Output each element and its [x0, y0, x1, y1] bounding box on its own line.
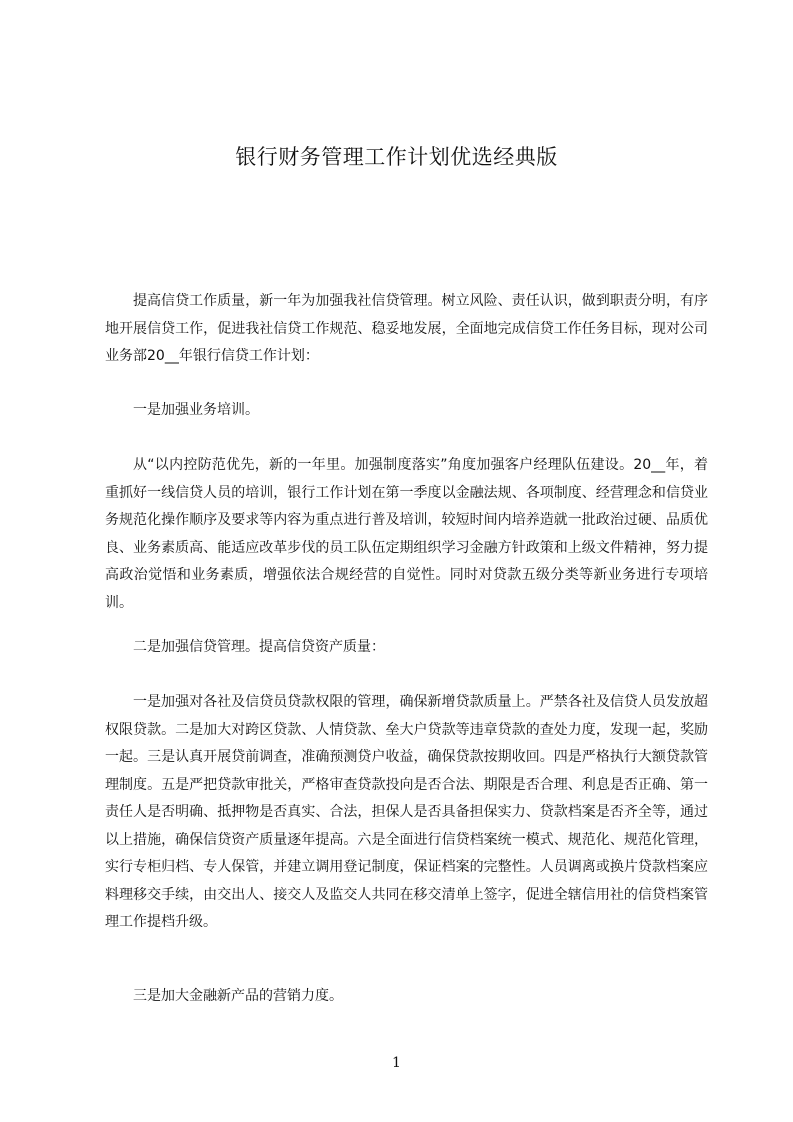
- section-heading-credit-management: 二是加强信贷管理。提高信贷资产质量：: [133, 639, 385, 655]
- document-title: 银行财务管理工作计划优选经典版: [235, 145, 558, 169]
- section-heading-training: 一是加强业务培训。: [133, 402, 259, 418]
- intro-paragraph: 提高信贷工作质量，新一年为加强我社信贷管理。树立风险、责任认识，做到职责分明，有序地开展信贷工作，促进我社信贷工作规范、稳妥地发展，全面地完成信贷工作任务目标，现对公司业务部20__年银行信贷工作计划：: [105, 293, 708, 364]
- page-number: 1: [392, 1055, 401, 1071]
- section-heading-marketing: 三是加大金融新产品的营销力度。: [133, 988, 343, 1004]
- credit-management-paragraph: 一是加强对各社及信贷员贷款权限的管理，确保新增贷款质量上。严禁各社及信贷人员发放超权限贷款。二是加大对跨区贷款、人情贷款、垒大户贷款等违章贷款的查处力度，发现一起，奖励一起。三是认真开展贷前调查，准确预测贷户收益，确保贷款按期收回。四是严格执行大额贷款管理制度。五是严把贷款审批关，严格审查贷款投向是否合法、期限是否合理、利息是否正确、第一责任人是否明确、抵押物是否真实、合法，担保人是否具备担保实力、贷款档案是否齐全等，通过以上措施，确保信贷资产质量逐年提高。六是全面进行信贷档案统一模式、规范化、规范化管理，实行专柜归档、专人保管，并建立调用登记制度，保证档案的完整性。人员调离或换片贷款档案应料理移交手续，由交出人、接交人及监交人共同在移交清单上签字，促进全辖信用社的信贷档案管理工作提档升级。: [105, 694, 708, 930]
- training-paragraph: 从“以内控防范优先，新的一年里。加强制度落实”角度加强客户经理队伍建设。20__年，着重抓好一线信贷人员的培训，银行工作计划在第一季度以金融法规、各项制度、经营理念和信贷业务规范化操作顺序及要求等内容为重点进行普及培训，较短时间内培养造就一批政治过硬、品质优良、业务素质高、能适应改革步伐的员工队伍定期组织学习金融方针政策和上级文件精神，努力提高政治觉悟和业务素质，增强依法合规经营的自觉性。同时对贷款五级分类等新业务进行专项培训。: [105, 457, 708, 611]
